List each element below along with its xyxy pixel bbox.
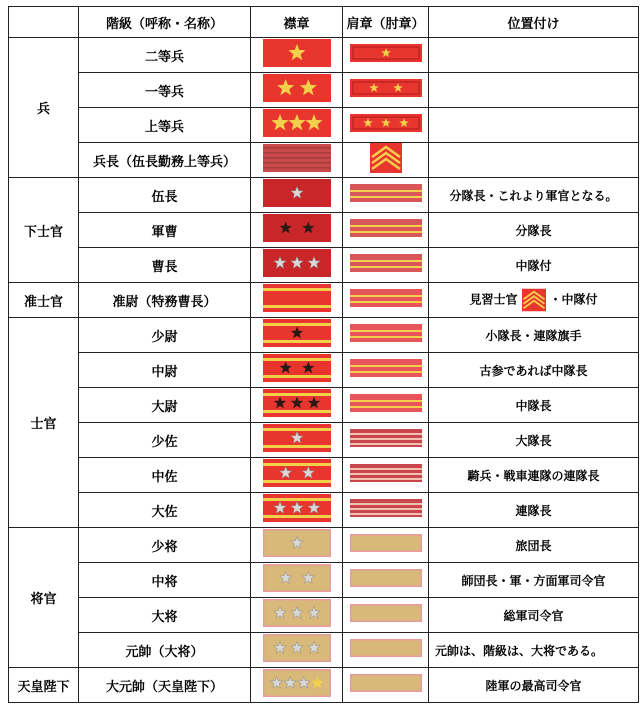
collar-cell (251, 353, 343, 388)
collar-badge (263, 284, 331, 312)
collar-badge (263, 494, 331, 522)
collar-cell (251, 598, 343, 633)
rank-name: 大佐 (79, 493, 251, 528)
position-cell (429, 73, 639, 108)
shoulder-badge (350, 499, 422, 517)
position-cell: 総軍司令官 (429, 598, 639, 633)
shoulder-badge (350, 639, 422, 657)
position-cell: 旅団長 (429, 528, 639, 563)
position-cell (429, 38, 639, 73)
mini-chevron-icon (522, 287, 546, 313)
group-label: 士官 (9, 318, 79, 528)
position-cell: 分隊長 (429, 213, 639, 248)
shoulder-stripe (350, 330, 422, 332)
rank-insignia-table (8, 6, 639, 703)
collar-cell (251, 633, 343, 668)
table-row (9, 108, 639, 143)
shoulder-cell (343, 318, 429, 353)
position-cell: 分隊長・これより軍官となる。 (429, 178, 639, 213)
table-row (9, 633, 639, 668)
position-cell: 中隊付 (429, 248, 639, 283)
shoulder-stripe (350, 365, 422, 367)
shoulder-cell (343, 283, 429, 318)
collar-badge (263, 529, 331, 557)
collar-gold-band (263, 375, 331, 378)
collar-badge (263, 74, 331, 102)
collar-gold-band (263, 358, 331, 361)
shoulder-badge (350, 44, 422, 62)
table-row (9, 318, 639, 353)
collar-badge (263, 109, 331, 137)
collar-cell (251, 668, 343, 703)
shoulder-background (350, 394, 422, 412)
shoulder-cell (343, 108, 429, 143)
position-cell (429, 283, 639, 318)
collar-gold-band (263, 288, 331, 291)
position-cell: 騎兵・戦車連隊の連隊長 (429, 458, 639, 493)
collar-gold-band (263, 305, 331, 308)
collar-cell (251, 563, 343, 598)
collar-badge (263, 214, 331, 242)
collar-cell (251, 458, 343, 493)
collar-badge (263, 354, 331, 382)
table-row (9, 213, 639, 248)
shoulder-cell (343, 353, 429, 388)
header-collar: 襟章 (251, 7, 343, 38)
shoulder-badge (350, 184, 422, 202)
rank-name: 兵長（伍長勤務上等兵） (79, 143, 251, 178)
collar-badge (263, 389, 331, 417)
group-label: 将官 (9, 528, 79, 668)
rank-name: 上等兵 (79, 108, 251, 143)
collar-badge (263, 634, 331, 662)
position-cell (429, 143, 639, 178)
collar-cell (251, 143, 343, 178)
table-row (9, 493, 639, 528)
rank-name: 准尉（特務曹長） (79, 283, 251, 318)
position-cell: 元帥は、階級は、大将である。 (429, 633, 639, 668)
collar-cell (251, 388, 343, 423)
table-row (9, 353, 639, 388)
rank-name: 大元帥（天皇陛下） (79, 668, 251, 703)
shoulder-cell (343, 388, 429, 423)
shoulder-background (350, 324, 422, 342)
collar-badge (263, 179, 331, 207)
shoulder-cell (343, 178, 429, 213)
shoulder-cell (343, 493, 429, 528)
header-row (9, 7, 639, 38)
shoulder-background (350, 184, 422, 202)
shoulder-stripe (350, 371, 422, 373)
shoulder-badge (350, 464, 422, 482)
shoulder-background (350, 219, 422, 237)
collar-cell (251, 528, 343, 563)
shoulder-background (350, 569, 422, 587)
shoulder-stripe (350, 468, 422, 470)
shoulder-background (350, 604, 422, 622)
collar-stripe (263, 157, 331, 159)
position-cell: 師団長・軍・方面軍司令官 (429, 563, 639, 598)
table-row (9, 283, 639, 318)
shoulder-badge (350, 569, 422, 587)
shoulder-stripe (350, 336, 422, 338)
position-cell: 大隊長 (429, 423, 639, 458)
collar-cell (251, 493, 343, 528)
shoulder-cell (343, 633, 429, 668)
shoulder-stripe (350, 190, 422, 192)
shoulder-cell (343, 458, 429, 493)
collar-cell (251, 38, 343, 73)
shoulder-stripe (350, 400, 422, 402)
collar-cell (251, 213, 343, 248)
shoulder-cell (343, 248, 429, 283)
shoulder-background (350, 639, 422, 657)
shoulder-badge (350, 219, 422, 237)
position-cell: 陸軍の最高司令官 (429, 668, 639, 703)
shoulder-stripe (350, 473, 422, 475)
shoulder-stripe (350, 225, 422, 227)
shoulder-stripe (350, 196, 422, 198)
collar-gold-band (263, 340, 331, 343)
shoulder-stripe (350, 231, 422, 233)
collar-stripe (263, 152, 331, 154)
collar-gold-band (263, 445, 331, 448)
collar-cell (251, 423, 343, 458)
position-cell: 中隊長 (429, 388, 639, 423)
shoulder-badge (350, 254, 422, 272)
collar-cell (251, 108, 343, 143)
shoulder-badge (350, 114, 422, 132)
shoulder-stripe (350, 508, 422, 510)
table-row (9, 458, 639, 493)
collar-stripe (263, 147, 331, 149)
shoulder-badge (350, 324, 422, 342)
shoulder-badge (350, 289, 422, 307)
shoulder-stripe (350, 438, 422, 440)
rank-name: 中将 (79, 563, 251, 598)
shoulder-stripe (350, 295, 422, 297)
collar-cell (251, 73, 343, 108)
table-row (9, 388, 639, 423)
shoulder-stripe (350, 260, 422, 262)
collar-gold-band (263, 410, 331, 413)
shoulder-cell (343, 38, 429, 73)
shoulder-stripe (350, 478, 422, 480)
collar-badge (263, 669, 331, 697)
shoulder-badge (350, 604, 422, 622)
shoulder-stripe (350, 503, 422, 505)
group-label: 下士官 (9, 178, 79, 283)
rank-name: 少佐 (79, 423, 251, 458)
rank-name: 一等兵 (79, 73, 251, 108)
collar-stripe (263, 167, 331, 169)
shoulder-background (350, 674, 422, 692)
table-row (9, 668, 639, 703)
shoulder-stripe (350, 513, 422, 515)
shoulder-stripe (350, 406, 422, 408)
table-row (9, 423, 639, 458)
shoulder-stripe (350, 301, 422, 303)
shoulder-badge (350, 79, 422, 97)
position-cell: 小隊長・連隊旗手 (429, 318, 639, 353)
shoulder-background (350, 289, 422, 307)
position-pre: 見習士官 (469, 292, 518, 307)
rank-name: 大尉 (79, 388, 251, 423)
rank-name: 元帥（大将） (79, 633, 251, 668)
collar-gold-band (263, 498, 331, 501)
table-row (9, 563, 639, 598)
rank-name: 少将 (79, 528, 251, 563)
collar-background (263, 564, 331, 592)
header-rank: 階級（呼称・名称） (79, 7, 251, 38)
collar-cell (251, 248, 343, 283)
group-label: 兵 (9, 38, 79, 178)
shoulder-stripe (350, 433, 422, 435)
shoulder-cell (343, 213, 429, 248)
shoulder-background (350, 534, 422, 552)
collar-badge (263, 39, 331, 67)
rank-name: 中尉 (79, 353, 251, 388)
collar-background (263, 214, 331, 242)
shoulder-background (350, 359, 422, 377)
table-body (9, 38, 639, 703)
collar-cell (251, 318, 343, 353)
rank-name: 伍長 (79, 178, 251, 213)
collar-gold-band (263, 515, 331, 518)
shoulder-background (350, 254, 422, 272)
shoulder-cell (343, 528, 429, 563)
collar-badge (263, 424, 331, 452)
header-blank (9, 7, 79, 38)
collar-badge (263, 144, 331, 172)
rank-name: 少尉 (79, 318, 251, 353)
table-row (9, 38, 639, 73)
shoulder-badge (350, 534, 422, 552)
position-cell: 連隊長 (429, 493, 639, 528)
collar-cell (251, 178, 343, 213)
table-row (9, 528, 639, 563)
rank-name: 大将 (79, 598, 251, 633)
rank-name: 二等兵 (79, 38, 251, 73)
collar-gold-band (263, 393, 331, 396)
shoulder-badge (350, 429, 422, 447)
collar-gold-band (263, 323, 331, 326)
collar-gold-band (263, 428, 331, 431)
header-position: 位置付け (429, 7, 639, 38)
shoulder-cell (343, 563, 429, 598)
table-row (9, 73, 639, 108)
shoulder-badge (350, 359, 422, 377)
shoulder-cell (343, 668, 429, 703)
shoulder-cell (343, 423, 429, 458)
collar-badge (263, 459, 331, 487)
collar-stripe (263, 162, 331, 164)
shoulder-badge (350, 394, 422, 412)
rank-name: 軍曹 (79, 213, 251, 248)
shoulder-cell (343, 598, 429, 633)
collar-cell (251, 283, 343, 318)
shoulder-cell (343, 143, 429, 178)
position-post: ・中隊付 (549, 292, 598, 307)
chevron-badge (370, 143, 402, 173)
shoulder-badge (350, 674, 422, 692)
collar-badge (263, 599, 331, 627)
collar-badge (263, 249, 331, 277)
collar-badge (263, 319, 331, 347)
shoulder-stripe (350, 443, 422, 445)
table-row (9, 598, 639, 633)
collar-gold-band (263, 463, 331, 466)
collar-badge (263, 564, 331, 592)
position-cell: 古参であれば中隊長 (429, 353, 639, 388)
table-row (9, 178, 639, 213)
header-shoulder: 肩章（肘章） (343, 7, 429, 38)
group-label: 准士官 (9, 283, 79, 318)
collar-gold-band (263, 480, 331, 483)
rank-name: 中佐 (79, 458, 251, 493)
position-cell (429, 108, 639, 143)
group-label: 天皇陛下 (9, 668, 79, 703)
table-row (9, 248, 639, 283)
rank-name: 曹長 (79, 248, 251, 283)
collar-background (263, 74, 331, 102)
shoulder-stripe (350, 266, 422, 268)
shoulder-cell (343, 73, 429, 108)
table-row (9, 143, 639, 178)
